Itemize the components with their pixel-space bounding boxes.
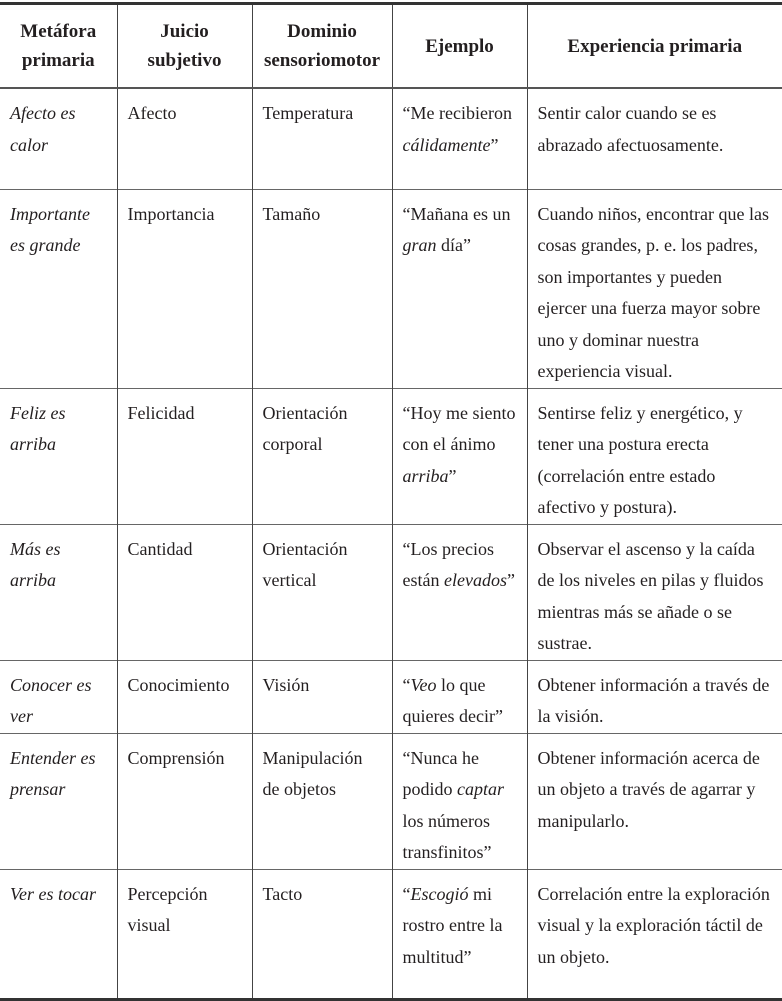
table-header — [0, 4, 782, 89]
ejemplo-italic-text: elevados — [443, 570, 507, 590]
experiencia-cell: Sentirse feliz y energético, y tener una postura erecta (correlación entre estado afectivo y postura). — [527, 388, 782, 524]
ejemplo-text: día” — [436, 235, 471, 255]
ejemplo-text: los números transfinitos” — [402, 810, 492, 862]
table-row — [0, 733, 782, 869]
ejemplo-text: “Los precios están — [402, 538, 494, 590]
ejemplo-text: lo que quieres decir” — [402, 674, 503, 726]
ejemplo-text: “Mañana es un — [402, 203, 511, 224]
ejemplo-cell — [392, 524, 527, 660]
dominio-cell: Orientación corporal — [252, 388, 392, 524]
ejemplo-text: “Hoy me siento con el ánimo — [402, 402, 516, 454]
metafora-cell: Conocer es ver — [0, 660, 117, 733]
experiencia-cell: Cuando niños, encontrar que las cosas grandes, p. e. los padres, son importantes y pueden ejercer una fuerza mayor sobre uno y dominar nuestra experiencia visual. — [527, 189, 782, 388]
juicio-cell: Importancia — [117, 189, 252, 388]
metafora-cell: Feliz es arriba — [0, 388, 117, 524]
juicio-cell: Afecto — [117, 88, 252, 189]
ejemplo-text: “ — [402, 674, 411, 695]
ejemplo-text: ” — [448, 465, 457, 486]
ejemplo-cell — [392, 388, 527, 524]
ejemplo-text: “Me recibieron — [402, 103, 512, 123]
header-dominio: Dominio sensoriomotor — [252, 4, 392, 89]
ejemplo-cell — [392, 869, 527, 999]
ejemplo-italic-text: Escogió — [410, 883, 469, 904]
header-juicio: Juicio subjetivo — [117, 4, 252, 89]
header-experiencia: Experiencia primaria — [527, 4, 782, 89]
metafora-cell: Más es arriba — [0, 524, 117, 660]
dominio-cell: Tacto — [252, 869, 392, 999]
juicio-cell: Felicidad — [117, 388, 252, 524]
table-row — [0, 524, 782, 660]
dominio-cell: Manipulación de objetos — [252, 733, 392, 869]
ejemplo-text: ” — [490, 134, 499, 155]
metafora-cell: Entender es prensar — [0, 733, 117, 869]
table-row — [0, 869, 782, 999]
experiencia-cell: Correlación entre la exploración visual y la exploración táctil de un objeto. — [527, 869, 782, 999]
metafora-cell: Afecto es calor — [0, 88, 117, 189]
experiencia-cell: Obtener información acerca de un objeto a través de agarrar y manipularlo. — [527, 733, 782, 869]
metafora-cell: Ver es tocar — [0, 869, 117, 999]
ejemplo-text: ” — [506, 570, 515, 590]
header-metafora: Metáfora primaria — [0, 4, 117, 89]
ejemplo-text: “ — [402, 883, 411, 904]
table-row — [0, 388, 782, 524]
ejemplo-italic-text: gran — [402, 235, 437, 255]
ejemplo-text: mi rostro entre la multitud” — [402, 883, 503, 967]
ejemplo-italic-text: captar — [457, 779, 505, 799]
header-ejemplo: Ejemplo — [392, 4, 527, 89]
header-row — [0, 4, 782, 89]
table-body — [0, 88, 782, 999]
ejemplo-cell — [392, 88, 527, 189]
juicio-cell: Cantidad — [117, 524, 252, 660]
table-row — [0, 660, 782, 733]
ejemplo-italic-text: Veo — [410, 674, 437, 695]
table-row — [0, 88, 782, 189]
dominio-cell: Orientación vertical — [252, 524, 392, 660]
ejemplo-text: “Nunca he podido — [402, 747, 479, 799]
ejemplo-cell — [392, 189, 527, 388]
juicio-cell: Percepción visual — [117, 869, 252, 999]
ejemplo-cell — [392, 660, 527, 733]
juicio-cell: Comprensión — [117, 733, 252, 869]
experiencia-cell: Observar el ascenso y la caída de los niveles en pilas y fluidos mientras más se añade o se sustrae. — [527, 524, 782, 660]
dominio-cell: Tamaño — [252, 189, 392, 388]
table-row — [0, 189, 782, 388]
experiencia-cell: Sentir calor cuando se es abrazado afectuosamente. — [527, 88, 782, 189]
ejemplo-italic-text: cálidamente — [402, 134, 491, 155]
dominio-cell: Temperatura — [252, 88, 392, 189]
ejemplo-italic-text: arriba — [402, 465, 449, 486]
juicio-cell: Conocimiento — [117, 660, 252, 733]
primary-metaphors-table — [0, 2, 782, 1001]
experiencia-cell: Obtener información a través de la visión. — [527, 660, 782, 733]
ejemplo-cell — [392, 733, 527, 869]
dominio-cell: Visión — [252, 660, 392, 733]
metafora-cell: Importante es grande — [0, 189, 117, 388]
